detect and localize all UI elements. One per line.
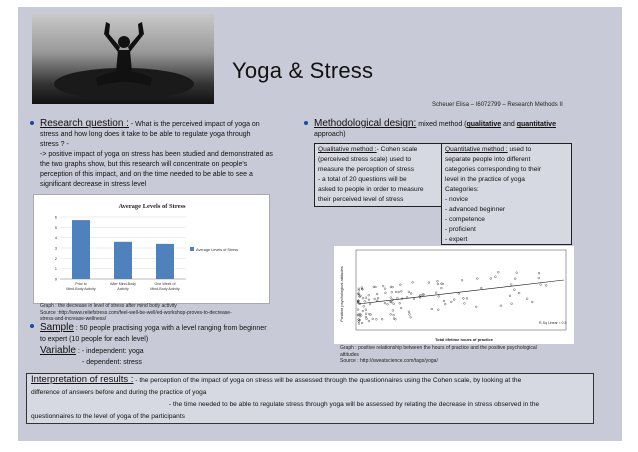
method-and: and <box>501 121 517 128</box>
practice-scatter-plot <box>334 246 574 344</box>
research-text-line: the two graphs show, but this research will concentrate on people's <box>40 161 248 168</box>
scatter-point <box>475 306 477 308</box>
scatter-point <box>375 286 377 288</box>
method-qualitative-word: qualitative <box>466 121 502 128</box>
scatter-point <box>409 314 411 316</box>
scatter-point <box>362 297 364 299</box>
scatter-point <box>392 310 394 312</box>
scatter-xlabel: Total lifetime hours of practice <box>435 337 493 342</box>
scatter-point <box>363 305 365 307</box>
scatter-point <box>495 276 497 278</box>
scatter-point <box>400 290 402 292</box>
scatter-r-label: R-Sq Linear = 0.5 <box>539 321 567 325</box>
legend-swatch <box>190 247 194 251</box>
scatter-point <box>365 309 367 311</box>
scatter-point <box>393 314 395 316</box>
interpretation-heading: Interpretation of results : <box>31 374 134 385</box>
interpretation-line: - the perception of the impact of yoga on stress will be assessed through the questionnaires using the Cohen scale, by looking at the <box>133 377 522 384</box>
method-quantitative-word: quantitative <box>516 121 556 128</box>
interpretation-box <box>26 373 594 424</box>
research-text-line: significant decrease in stress level <box>40 181 147 188</box>
scatter-point <box>408 311 410 313</box>
quantitative-line: level in the practice of yoga <box>445 176 525 183</box>
qualitative-line: - Cohen scale <box>376 146 418 153</box>
research-text-line: stress ? - <box>40 141 69 148</box>
scatter-point <box>384 288 386 290</box>
qualitative-line: measure the perception of stress <box>318 166 415 173</box>
scatter-point <box>385 292 387 294</box>
scatter-point <box>538 272 540 274</box>
scatter-svg <box>334 246 574 344</box>
scatter-point <box>397 297 399 299</box>
scatter-point <box>366 318 368 320</box>
bar <box>114 242 132 279</box>
category-label: One Week of <box>154 282 176 286</box>
scatter-point <box>374 298 376 300</box>
scatter-point <box>480 287 482 289</box>
y-tick-label: 3 <box>54 245 57 251</box>
scatter-point <box>490 278 492 280</box>
category-label: After Mind-Body <box>110 282 136 286</box>
scatter-point <box>391 291 393 293</box>
variable-heading: Variable <box>40 345 76 356</box>
scatter-point <box>377 297 379 299</box>
bar <box>156 244 174 279</box>
trend-line <box>358 280 564 304</box>
scatter-point <box>365 297 367 299</box>
category-label: Prior to <box>75 282 87 286</box>
scatter-point <box>365 316 367 318</box>
scatter-point <box>516 272 518 274</box>
scatter-point <box>390 286 392 288</box>
scatter-point <box>387 303 389 305</box>
interpretation-line: - the time needed to be able to regulate stress through yoga will be assessed by relating the decrease in stress observed in the <box>169 401 540 408</box>
scatter-point <box>464 303 466 305</box>
scatter-point <box>393 303 395 305</box>
bar-chart-svg <box>34 195 269 303</box>
scatter-point <box>369 303 371 305</box>
sample-block <box>40 322 302 368</box>
scatter-point <box>450 301 452 303</box>
scatter-point <box>453 299 455 301</box>
chart-title: Average Levels of Stress <box>118 203 186 210</box>
caption-line: stress-and-increase-wellness/ <box>40 316 107 322</box>
y-tick-label: 1 <box>54 266 57 272</box>
scatter-point <box>458 293 460 295</box>
scatter-point <box>509 295 511 297</box>
scatter-point <box>410 293 412 295</box>
scatter-caption <box>340 345 600 365</box>
method-text: approach) <box>314 131 346 138</box>
sample-heading: Sample <box>40 322 74 333</box>
bullet-icon <box>30 121 34 125</box>
research-text-line: stress and how long does it take to be able to regulate yoga through <box>40 131 251 138</box>
category-label: Mind-Body Activity <box>66 287 96 291</box>
scatter-point <box>358 323 360 325</box>
scatter-point <box>368 320 370 322</box>
research-question-block <box>40 119 302 190</box>
scatter-point <box>390 297 392 299</box>
scatter-point <box>476 278 478 280</box>
quantitative-line: used to <box>507 146 532 153</box>
bar-chart-caption <box>40 303 300 323</box>
category-label: Activity <box>117 287 129 291</box>
scatter-point <box>428 282 430 284</box>
caption-line: Source : http://sweatscience.com/tags/yoga/ <box>340 358 438 364</box>
scatter-point <box>364 301 366 303</box>
scatter-point <box>384 302 386 304</box>
scatter-point <box>437 280 439 282</box>
scatter-point <box>412 281 414 283</box>
slide <box>18 7 622 441</box>
y-tick-label: 6 <box>54 214 57 220</box>
page-title: Yoga & Stress <box>232 58 374 83</box>
scatter-point <box>381 318 383 320</box>
scatter-point <box>538 277 540 279</box>
interpretation-line: difference of answers before and during the practice of yoga <box>31 389 207 396</box>
scatter-point <box>526 298 528 300</box>
scatter-point <box>376 318 378 320</box>
caption-line: Source :http://www.reliefstress.com/feel-well-be-well/ed-workshop-proves-to-decrease- <box>40 309 232 316</box>
scatter-point <box>357 309 359 311</box>
scatter-point <box>497 271 499 273</box>
quantitative-line: categories corresponding to their <box>445 166 542 173</box>
scatter-frame <box>356 250 566 330</box>
scatter-point <box>395 291 397 293</box>
quantitative-method-box <box>441 143 572 245</box>
variable-independent: : - independent: yoga <box>77 348 144 355</box>
scatter-point <box>431 308 433 310</box>
scatter-point <box>392 286 394 288</box>
scatter-point <box>368 294 370 296</box>
scatter-point <box>410 316 412 318</box>
category-item: - expert <box>445 236 468 243</box>
scatter-point <box>443 300 445 302</box>
scatter-point <box>545 285 547 287</box>
y-tick-label: 5 <box>54 224 57 230</box>
research-text-line: -> positive impact of yoga on stress has been studied and demonstrated as <box>40 151 273 158</box>
scatter-point <box>365 313 367 315</box>
category-label: Mind-Body Activity <box>150 287 180 291</box>
variable-dependent: - dependent: stress <box>82 359 142 366</box>
scatter-point <box>437 309 439 311</box>
author-line: Scheuer Elisa – I6072799 – Research Methods II <box>432 102 563 108</box>
scatter-point <box>373 286 375 288</box>
research-question-text: - What is the perceived impact of yoga on <box>130 121 260 128</box>
caption-line: Graph : the decrease in level of stress after mind body activity <box>40 303 177 309</box>
qualitative-line: (perceived stress scale) used to <box>318 156 412 163</box>
quantitative-line: Categories: <box>445 186 479 193</box>
interpretation-line: questionnaires to the level of yoga of the participants <box>31 413 185 420</box>
scatter-point <box>361 287 363 289</box>
scatter-point <box>510 284 512 286</box>
scatter-point <box>438 295 440 297</box>
scatter-point <box>463 298 465 300</box>
scatter-point <box>444 303 446 305</box>
scatter-point <box>399 302 401 304</box>
scatter-point <box>376 293 378 295</box>
quantitative-heading: Quantitative method : <box>445 146 508 153</box>
y-tick-label: 0 <box>54 276 57 282</box>
research-text-line: perception of this impact, and on the time needed to be able to see a <box>40 171 253 178</box>
scatter-ylabel: Positive psychological attitudes <box>339 266 344 322</box>
scatter-point <box>408 291 410 293</box>
bullet-icon <box>304 121 308 125</box>
scatter-point <box>531 301 533 303</box>
qualitative-line: - a total of 20 questions will be <box>318 176 407 183</box>
method-text: mixed method ( <box>416 121 467 128</box>
scatter-point <box>518 292 520 294</box>
scatter-point <box>413 298 415 300</box>
bar <box>72 220 90 279</box>
qualitative-line: their perceived level of stress <box>318 196 404 203</box>
qualitative-method-box <box>314 143 443 207</box>
method-block <box>314 119 614 140</box>
scatter-point <box>400 284 402 286</box>
scatter-point <box>359 313 361 315</box>
scatter-point <box>398 291 400 293</box>
scatter-point <box>390 313 392 315</box>
research-question-heading: Research question : <box>40 118 129 129</box>
scatter-point <box>461 279 463 281</box>
scatter-point <box>361 322 363 324</box>
category-item: - advanced beginner <box>445 206 506 213</box>
method-heading: Methodological design: <box>314 118 417 129</box>
scatter-point <box>514 278 516 280</box>
scatter-point <box>372 318 374 320</box>
caption-line: attitudes <box>340 351 359 358</box>
caption-line: Graph : positive relationship between the hours of practice and the positive psychological <box>340 345 537 351</box>
bullet-icon <box>30 324 34 328</box>
scatter-point <box>435 292 437 294</box>
scatter-point <box>511 303 513 305</box>
scatter-point <box>514 289 516 291</box>
scatter-point <box>376 300 378 302</box>
y-tick-label: 4 <box>54 235 57 241</box>
scatter-point <box>400 307 402 309</box>
scatter-point <box>368 299 370 301</box>
scatter-point <box>437 283 439 285</box>
y-tick-label: 2 <box>54 255 57 261</box>
category-item: - proficient <box>445 226 476 233</box>
qualitative-heading: Qualitative method : <box>318 146 377 153</box>
stress-bar-chart <box>33 194 270 304</box>
meditation-silhouette-image <box>32 14 214 104</box>
scatter-point <box>500 305 502 307</box>
sample-text: to expert (10 people for each level) <box>40 336 149 343</box>
scatter-point <box>466 298 468 300</box>
qualitative-line: asked to people in order to measure <box>318 186 424 193</box>
scatter-point <box>540 284 542 286</box>
quantitative-line: separate people into different <box>445 156 531 163</box>
sample-text: : 50 people practising yoga with a level ranging from beginner <box>75 325 267 332</box>
category-item: - novice <box>445 196 469 203</box>
scatter-point <box>362 310 364 312</box>
scatter-point <box>382 285 384 287</box>
category-item: - competence <box>445 216 485 223</box>
scatter-point <box>441 287 443 289</box>
legend-label: Average Levels of Stress <box>196 248 239 252</box>
